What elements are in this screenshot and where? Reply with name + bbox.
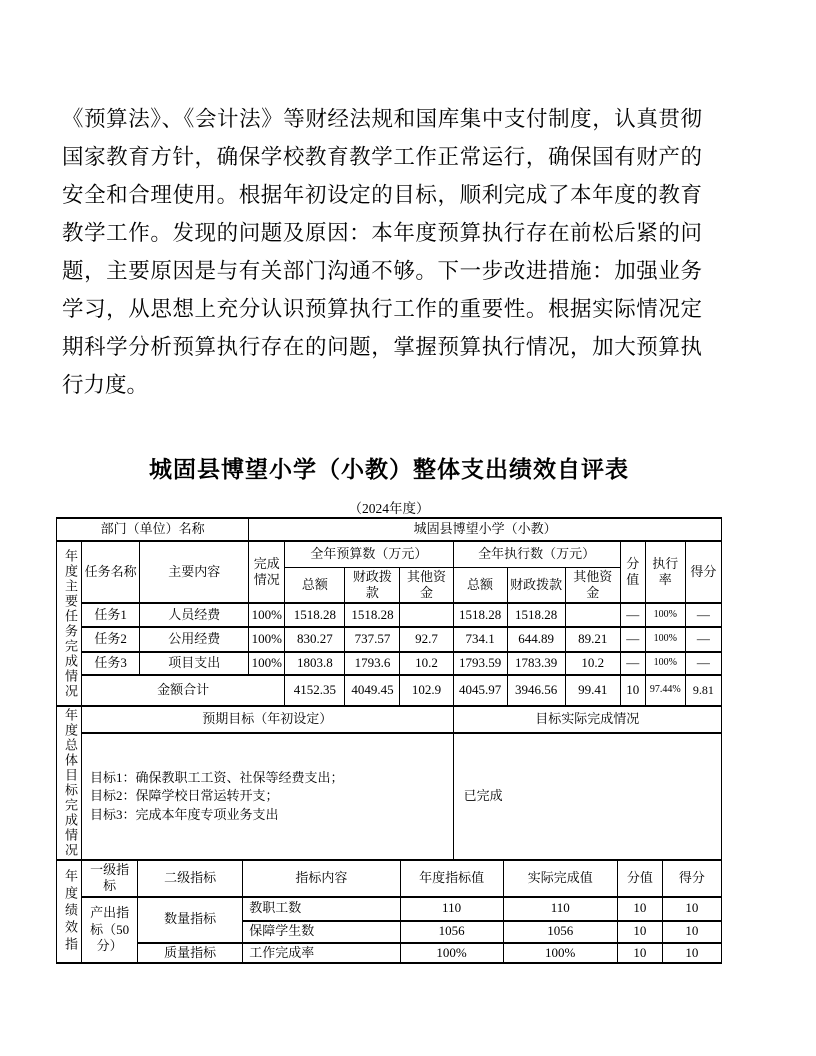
header-level1-indicator: 一级指标 — [82, 860, 138, 897]
total-budget-other: 102.9 — [400, 675, 453, 706]
total-score-value: 10 — [620, 675, 645, 706]
dept-name-value: 城固县博望小学（小教） — [249, 518, 722, 541]
header-level2-indicator: 二级指标 — [138, 860, 243, 897]
header-task-name: 任务名称 — [82, 541, 140, 603]
task3-name: 任务3 — [82, 652, 140, 675]
indicator-row-3 — [57, 943, 722, 963]
task1-exec-fiscal: 1518.28 — [507, 603, 565, 627]
indicator2-score: 10 — [662, 921, 721, 943]
header-exec-other: 其他资金 — [565, 567, 620, 603]
level2-quality-indicator: 质量指标 — [138, 943, 243, 963]
task3-exec-other: 10.2 — [565, 652, 620, 675]
task1-budget-other — [400, 603, 453, 627]
task1-content: 人员经费 — [140, 603, 249, 627]
expected-goals-cell — [82, 733, 454, 860]
total-exec-rate: 97.44% — [645, 675, 685, 706]
goals-side-label: 年度总体目标完成情况 — [63, 708, 78, 858]
task2-content: 公用经费 — [140, 627, 249, 652]
task3-exec-rate: 100% — [645, 652, 685, 675]
tasks-side-label: 年度主要任务完成情况 — [63, 548, 78, 699]
indicator1-actual: 110 — [503, 897, 617, 921]
header-indicator-content: 指标内容 — [243, 860, 400, 897]
indicators-side-label-cell — [57, 860, 82, 963]
task3-score-value: — — [620, 652, 645, 675]
indicator3-target: 100% — [400, 943, 503, 963]
page-title: 城固县博望小学（小教）整体支出绩效自评表 — [149, 456, 629, 482]
header-completion: 完成情况 — [249, 541, 285, 603]
tasks-header-row-1 — [57, 541, 722, 567]
task1-name: 任务1 — [82, 603, 140, 627]
total-score: 9.81 — [685, 675, 721, 706]
intro-paragraph: 《预算法》、《会计法》等财经法规和国库集中支付制度，认真贯彻国家教育方针，确保学校教育教学工作正常运行，确保国有财产的安全和合理使用。根据年初设定的目标，顺利完成了本年度的教育教学工作。发现的问题及原因：本年度预算执行存在前松后紧的问题，主要原因是与有关部门沟通不够。下一步改进措施：加强业务学习，从思想上充分认识预算执行工作的重要性。根据实际情况定期科学分析预算执行存在的问题，掌握预算执行情况，加大预算执行力度。 — [62, 107, 702, 397]
task3-exec-fiscal: 1783.39 — [507, 652, 565, 675]
task3-exec-total: 1793.59 — [453, 652, 507, 675]
header-ind-score-value: 分值 — [617, 860, 662, 897]
header-exec-total: 总额 — [453, 567, 507, 603]
task2-exec-rate: 100% — [645, 627, 685, 652]
indicator1-score: 10 — [662, 897, 721, 921]
task-row-2 — [57, 627, 722, 652]
task2-exec-total: 734.1 — [453, 627, 507, 652]
header-score-value: 分值 — [620, 541, 645, 603]
task3-completion: 100% — [249, 652, 285, 675]
header-actual-completion: 目标实际完成情况 — [453, 706, 721, 733]
goals-header-row — [57, 706, 722, 733]
indicator1-content: 教职工数 — [243, 897, 400, 921]
task3-budget-fiscal: 1793.6 — [345, 652, 400, 675]
task1-budget-fiscal: 1518.28 — [345, 603, 400, 627]
header-budget-total: 总额 — [285, 567, 345, 603]
self-evaluation-table — [56, 517, 722, 964]
header-expected-goal: 预期目标（年初设定） — [82, 706, 454, 733]
actual-status-cell: 已完成 — [453, 733, 721, 860]
header-actual-value: 实际完成值 — [503, 860, 617, 897]
header-exec-group: 全年执行数（万元） — [453, 541, 620, 567]
header-ind-score: 得分 — [662, 860, 721, 897]
goals-side-label-cell — [57, 706, 82, 860]
task3-score: — — [685, 652, 721, 675]
task2-completion: 100% — [249, 627, 285, 652]
task2-score: — — [685, 627, 721, 652]
total-exec-other: 99.41 — [565, 675, 620, 706]
indicator2-score-value: 10 — [617, 921, 662, 943]
dept-row — [57, 518, 722, 541]
indicators-header-row — [57, 860, 722, 897]
task3-budget-total: 1803.8 — [285, 652, 345, 675]
task2-name: 任务2 — [82, 627, 140, 652]
goals-content-row — [57, 733, 722, 860]
header-score: 得分 — [685, 541, 721, 603]
indicator2-target: 1056 — [400, 921, 503, 943]
indicator3-actual: 100% — [503, 943, 617, 963]
header-exec-rate: 执行率 — [645, 541, 685, 603]
task3-budget-other: 10.2 — [400, 652, 453, 675]
task2-exec-other: 89.21 — [565, 627, 620, 652]
total-budget-fiscal: 4049.45 — [345, 675, 400, 706]
task3-content: 项目支出 — [140, 652, 249, 675]
task-row-3 — [57, 652, 722, 675]
task1-exec-total: 1518.28 — [453, 603, 507, 627]
goal-2: 目标2：保障学校日常运转开支； — [90, 788, 279, 804]
total-exec-total: 4045.97 — [453, 675, 507, 706]
indicators-table — [56, 859, 722, 964]
indicator1-target: 110 — [400, 897, 503, 921]
task2-score-value: — — [620, 627, 645, 652]
indicator3-score: 10 — [662, 943, 721, 963]
task1-budget-total: 1518.28 — [285, 603, 345, 627]
header-exec-fiscal: 财政拨款 — [507, 567, 565, 603]
tasks-table — [56, 517, 722, 707]
header-budget-group: 全年预算数（万元） — [285, 541, 453, 567]
header-annual-target: 年度指标值 — [400, 860, 503, 897]
total-budget-total: 4152.35 — [285, 675, 345, 706]
goal-3: 目标3：完成本年度专项业务支出 — [90, 806, 279, 822]
total-row-label: 金额合计 — [82, 675, 285, 706]
dept-name-label: 部门（单位）名称 — [57, 518, 249, 541]
indicator3-content: 工作完成率 — [243, 943, 400, 963]
header-main-content: 主要内容 — [140, 541, 249, 603]
total-row — [57, 675, 722, 706]
goals-table — [56, 705, 722, 861]
level1-output-indicator: 产出指标（50分） — [82, 897, 138, 963]
task1-score: — — [685, 603, 721, 627]
task2-exec-fiscal: 644.89 — [507, 627, 565, 652]
indicator2-content: 保障学生数 — [243, 921, 400, 943]
task2-budget-fiscal: 737.57 — [345, 627, 400, 652]
task2-budget-total: 830.27 — [285, 627, 345, 652]
task1-completion: 100% — [249, 603, 285, 627]
task2-budget-other: 92.7 — [400, 627, 453, 652]
level2-quantity-indicator: 数量指标 — [138, 897, 243, 943]
header-budget-other: 其他资金 — [400, 567, 453, 603]
indicator2-actual: 1056 — [503, 921, 617, 943]
task-row-1 — [57, 603, 722, 627]
indicator1-score-value: 10 — [617, 897, 662, 921]
indicator3-score-value: 10 — [617, 943, 662, 963]
header-budget-fiscal: 财政拨款 — [345, 567, 400, 603]
indicators-side-label: 年度绩效指 — [63, 868, 78, 954]
task1-score-value: — — [620, 603, 645, 627]
task1-exec-other — [565, 603, 620, 627]
tasks-side-label-cell — [57, 541, 82, 706]
task1-exec-rate: 100% — [645, 603, 685, 627]
page-subtitle: （2024年度） — [348, 501, 430, 516]
indicator-row-1 — [57, 897, 722, 921]
total-exec-fiscal: 3946.56 — [507, 675, 565, 706]
goal-1: 目标1：确保教职工工资、社保等经费支出； — [90, 769, 344, 785]
